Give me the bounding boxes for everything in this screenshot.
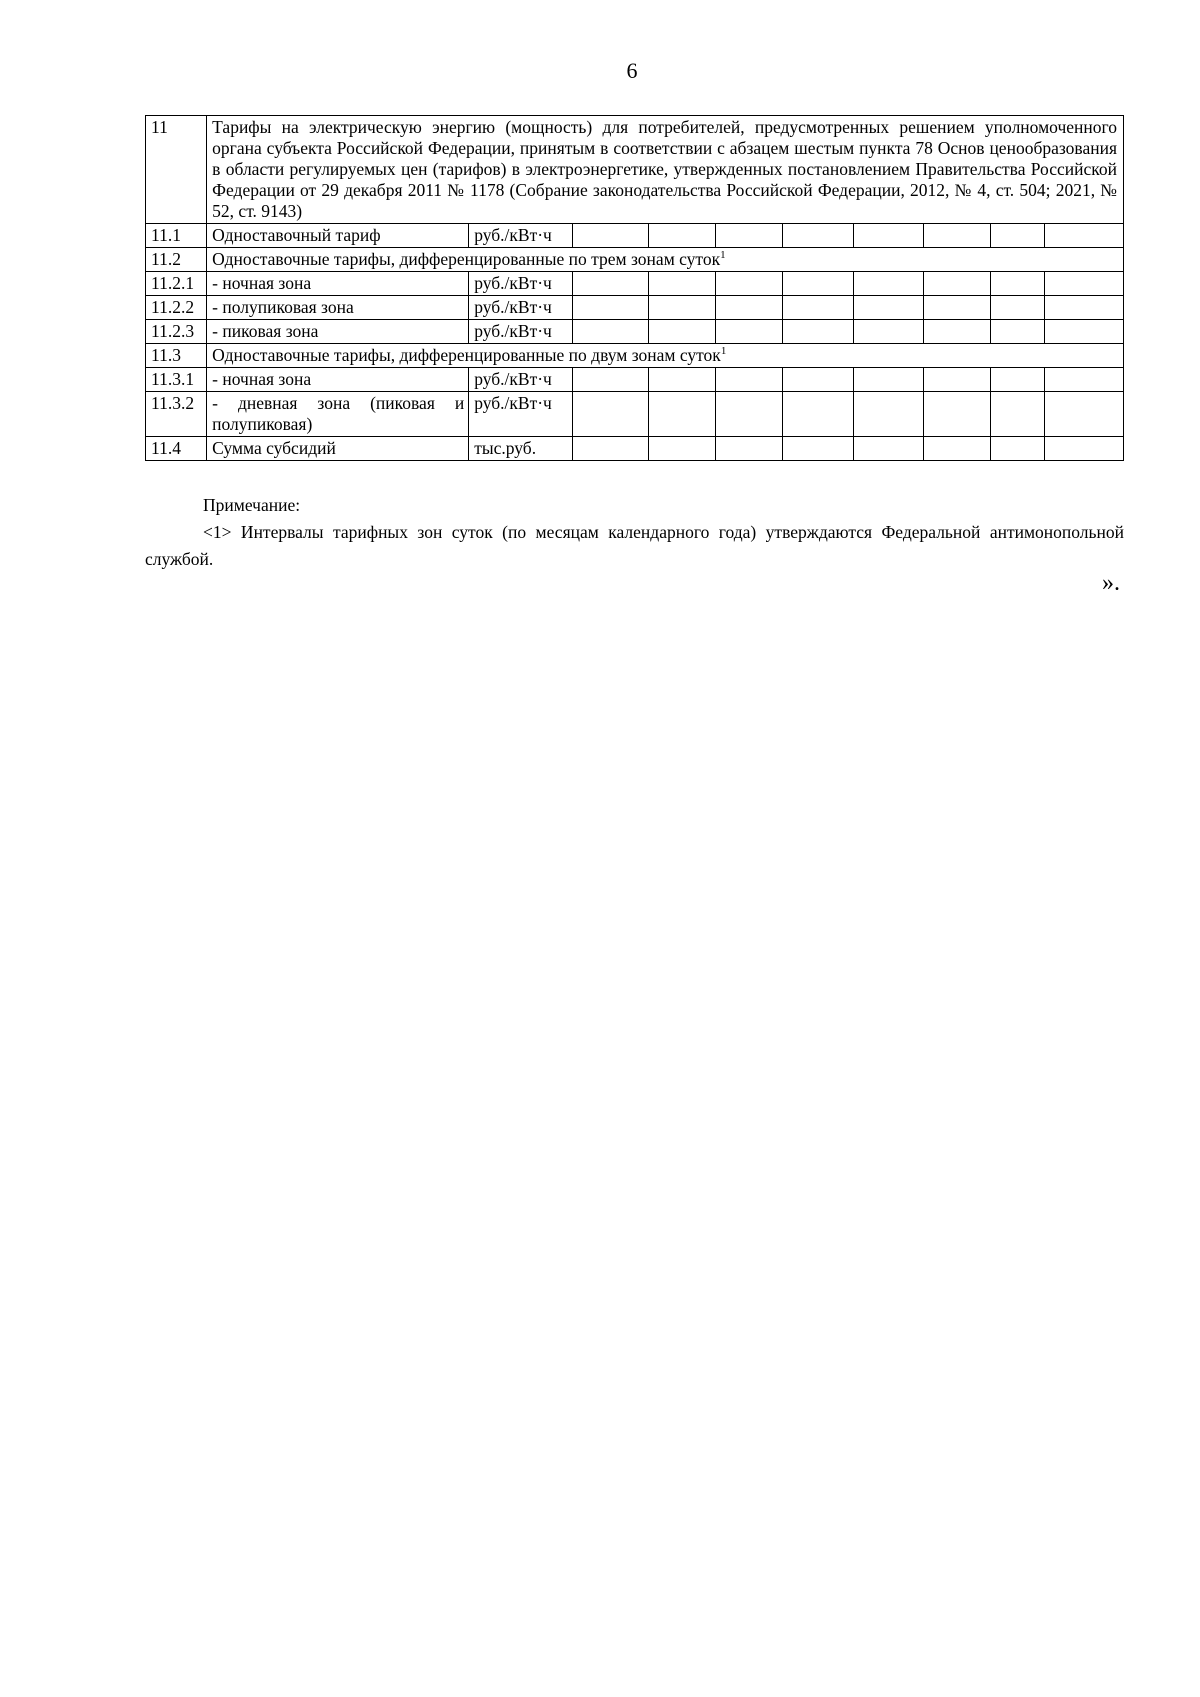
row-unit: тыс.руб. — [469, 437, 573, 461]
empty-cell — [715, 437, 782, 461]
empty-cell — [715, 392, 782, 437]
empty-cell — [648, 437, 715, 461]
row-unit: руб./кВт·ч — [469, 320, 573, 344]
row-number: 11.2.3 — [146, 320, 207, 344]
empty-cell — [923, 320, 990, 344]
row-name: - ночная зона — [207, 368, 469, 392]
table-row-11-4 — [146, 437, 1124, 461]
empty-cell — [573, 296, 648, 320]
table-row-11-2-1 — [146, 272, 1124, 296]
row-number: 11.1 — [146, 224, 207, 248]
row-name: - пиковая зона — [207, 320, 469, 344]
empty-cell — [573, 272, 648, 296]
row-name: Сумма субсидий — [207, 437, 469, 461]
footnote-marker: 1 — [720, 249, 726, 262]
table-row-11-2-3 — [146, 320, 1124, 344]
empty-cell — [853, 392, 923, 437]
row-number: 11.4 — [146, 437, 207, 461]
footnote-text: <1> Интервалы тарифных зон суток (по месяцам календарного года) утверждаются Федеральной антимонопольной службой. — [145, 522, 1124, 569]
table-row-11 — [146, 116, 1124, 224]
empty-cell — [715, 224, 782, 248]
empty-cell — [783, 224, 853, 248]
empty-cell — [715, 272, 782, 296]
empty-cell — [1045, 368, 1124, 392]
table-row-11-1 — [146, 224, 1124, 248]
empty-cell — [991, 296, 1045, 320]
row-number: 11.2.1 — [146, 272, 207, 296]
table-row-11-3-2 — [146, 392, 1124, 437]
empty-cell — [991, 272, 1045, 296]
empty-cell — [573, 224, 648, 248]
empty-cell — [923, 437, 990, 461]
empty-cell — [715, 296, 782, 320]
empty-cell — [648, 296, 715, 320]
empty-cell — [923, 368, 990, 392]
empty-cell — [783, 368, 853, 392]
empty-cell — [1045, 296, 1124, 320]
table-row-11-2 — [146, 248, 1124, 272]
footnote-marker: 1 — [720, 345, 727, 358]
empty-cell — [783, 392, 853, 437]
empty-cell — [648, 392, 715, 437]
row-unit: руб./кВт·ч — [469, 272, 573, 296]
row-name: Одноставочный тариф — [207, 224, 469, 248]
empty-cell — [991, 224, 1045, 248]
page-number: 6 — [626, 58, 638, 83]
empty-cell — [1045, 392, 1124, 437]
empty-cell — [991, 368, 1045, 392]
empty-cell — [648, 320, 715, 344]
row-number: 11.3.2 — [146, 392, 207, 437]
row-number: 11.2 — [146, 248, 207, 272]
row-unit: руб./кВт·ч — [469, 368, 573, 392]
empty-cell — [923, 392, 990, 437]
table-row-11-3-1 — [146, 368, 1124, 392]
row-name: Одноставочные тарифы, дифференцированные по двум зонам суток$^1$ — [207, 344, 1124, 368]
empty-cell — [648, 368, 715, 392]
empty-cell — [853, 368, 923, 392]
empty-cell — [853, 224, 923, 248]
closing-quote: ». — [1102, 570, 1120, 596]
empty-cell — [853, 320, 923, 344]
empty-cell — [853, 296, 923, 320]
empty-cell — [1045, 437, 1124, 461]
empty-cell — [573, 437, 648, 461]
empty-cell — [648, 224, 715, 248]
tariff-table — [145, 115, 1124, 461]
empty-cell — [715, 368, 782, 392]
empty-cell — [783, 320, 853, 344]
empty-cell — [573, 320, 648, 344]
section-description: Тарифы на электрическую энергию (мощность) для потребителей, предусмотренных решением уполномоченного органа субъекта Российской Федерации, принятым в соответствии с абзацем шестым пункта 78 Основ ценообразования в области регулируемых цен (тарифов) в электроэнергетике, утвержденных постановлением Правительства Российской Федерации от 29 декабря 2011 № 1178 (Собрание законодательства Российской Федерации, 2012, № 4, ст. 504; 2021, № 52, ст. 9143) — [207, 116, 1124, 224]
empty-cell — [991, 437, 1045, 461]
empty-cell — [573, 368, 648, 392]
empty-cell — [991, 392, 1045, 437]
table-row-11-3 — [146, 344, 1124, 368]
row-name: Одноставочные тарифы, дифференцированные по трем зонам суток$^1$ — [207, 248, 1124, 272]
empty-cell — [783, 437, 853, 461]
notes-section — [145, 492, 1124, 573]
empty-cell — [991, 320, 1045, 344]
row-name: - ночная зона — [207, 272, 469, 296]
empty-cell — [1045, 320, 1124, 344]
table-row-11-2-2 — [146, 296, 1124, 320]
empty-cell — [648, 272, 715, 296]
empty-cell — [923, 272, 990, 296]
row-number: 11 — [146, 116, 207, 224]
empty-cell — [923, 296, 990, 320]
empty-cell — [923, 224, 990, 248]
empty-cell — [853, 437, 923, 461]
empty-cell — [715, 320, 782, 344]
row-number: 11.2.2 — [146, 296, 207, 320]
notes-title: Примечание: — [203, 495, 301, 515]
empty-cell — [783, 272, 853, 296]
row-number: 11.3 — [146, 344, 207, 368]
row-name: - полупиковая зона — [207, 296, 469, 320]
row-unit: руб./кВт·ч — [469, 296, 573, 320]
row-number: 11.3.1 — [146, 368, 207, 392]
empty-cell — [1045, 272, 1124, 296]
row-name: - дневная зона (пиковая и полупиковая) — [207, 392, 469, 437]
empty-cell — [573, 392, 648, 437]
empty-cell — [853, 272, 923, 296]
row-unit: руб./кВт·ч — [469, 392, 573, 437]
row-unit: руб./кВт·ч — [469, 224, 573, 248]
empty-cell — [1045, 224, 1124, 248]
empty-cell — [783, 296, 853, 320]
